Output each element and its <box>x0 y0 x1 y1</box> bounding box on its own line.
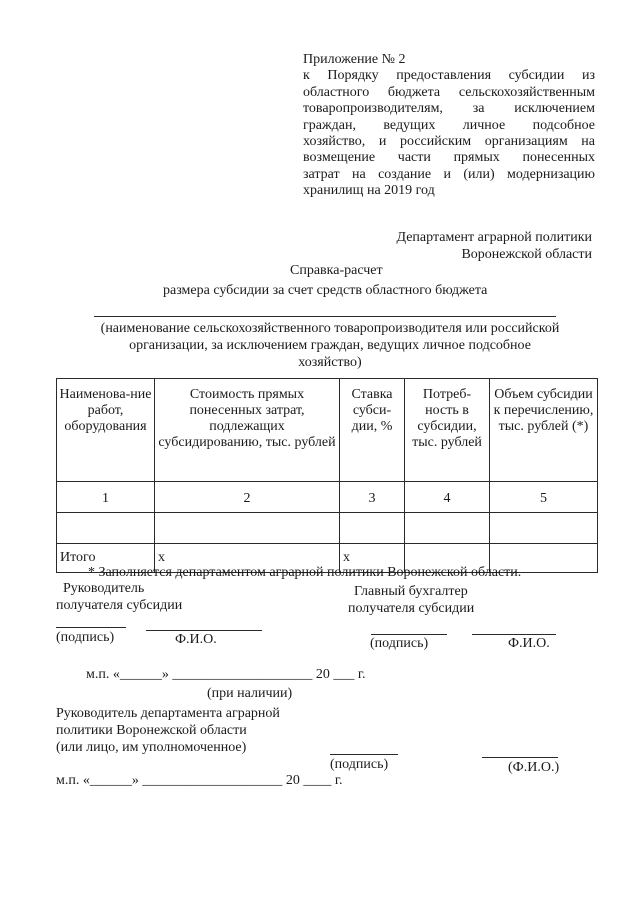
signature-caption: (подпись) <box>330 757 389 772</box>
appendix-header <box>303 52 595 200</box>
dept-head-line: Руководитель департамента аграрной <box>56 706 280 721</box>
table-cell <box>490 513 598 544</box>
appendix-line: хранилищ на 2019 год <box>303 183 435 199</box>
accountant-label: получателя субсидии <box>348 601 475 616</box>
recipient-block <box>397 229 593 263</box>
signature-line <box>371 634 447 635</box>
fio-caption: (Ф.И.О.) <box>508 760 560 775</box>
table-cell <box>340 513 405 544</box>
signature-line <box>56 627 126 628</box>
column-number: 4 <box>405 482 490 513</box>
fio-line <box>482 757 558 758</box>
head-recipient-label: получателя субсидии <box>56 598 183 613</box>
fio-line <box>146 630 262 631</box>
fio-caption: Ф.И.О. <box>175 632 217 647</box>
table-number-row <box>57 482 598 513</box>
appendix-line: товаропроизводителям, за исключением <box>303 101 595 117</box>
signature-caption: (подпись) <box>56 630 115 645</box>
dept-head-block <box>56 705 280 756</box>
fio-caption: Ф.И.О. <box>508 636 550 651</box>
total-cell: x <box>340 544 405 573</box>
name-fill-line <box>94 316 556 317</box>
table-row <box>57 513 598 544</box>
name-caption-line: организации, за исключением граждан, ведущих личное подсобное <box>129 338 531 353</box>
appendix-line: затрат на создание и (или) модернизацию <box>303 166 595 182</box>
table-cell <box>57 513 155 544</box>
header-cell: Ставка субси-дии, % <box>340 379 405 482</box>
fio-line <box>472 634 556 635</box>
header-cell: Стоимость прямых понесенных затрат, подлежащих субсидированию, тыс. рублей <box>155 379 340 482</box>
appendix-line: Приложение № 2 <box>303 52 406 67</box>
document-title: Справка-расчет <box>290 263 383 278</box>
subsidy-table <box>56 378 598 573</box>
appendix-line: граждан, ведущих личное подсобное <box>303 117 595 133</box>
accountant-label: Главный бухгалтер <box>354 584 468 599</box>
name-caption <box>60 320 600 371</box>
stamp-date-line: м.п. «______» ____________________ 20 ___ г. <box>86 667 366 682</box>
dept-head-line: политики Воронежской области <box>56 723 247 738</box>
recipient-line: Воронежской области <box>461 247 592 262</box>
recipient-line: Департамент аграрной политики <box>396 230 592 245</box>
total-label: Итого <box>57 544 155 573</box>
column-number: 2 <box>155 482 340 513</box>
footnote: * Заполняется департаментом аграрной политики Воронежской области. <box>88 565 522 580</box>
if-any-caption: (при наличии) <box>207 686 293 701</box>
signature-line <box>330 754 398 755</box>
name-caption-line: хозяйство) <box>298 355 362 370</box>
appendix-line: к Порядку предоставления субсидии из <box>303 68 595 84</box>
header-cell: Объем субсидии к перечислению, тыс. рублей (*) <box>490 379 598 482</box>
dept-head-line: (или лицо, им уполномоченное) <box>56 740 247 755</box>
appendix-line: хозяйство, и российским организациям на <box>303 134 595 150</box>
stamp-date-line: м.п. «______» ____________________ 20 ____ г. <box>56 773 343 788</box>
header-cell: Наименова-ние работ, оборудования <box>57 379 155 482</box>
column-number: 1 <box>57 482 155 513</box>
column-number: 3 <box>340 482 405 513</box>
table-cell <box>405 513 490 544</box>
column-number: 5 <box>490 482 598 513</box>
appendix-line: областного бюджета сельскохозяйственным <box>303 84 595 100</box>
table-cell <box>155 513 340 544</box>
appendix-line: возмещение части прямых понесенных <box>303 150 595 166</box>
table-header-row <box>57 379 598 482</box>
signature-caption: (подпись) <box>370 636 429 651</box>
document-subtitle: размера субсидии за счет средств областного бюджета <box>163 283 488 298</box>
header-cell: Потреб-ность в субсидии, тыс. рублей <box>405 379 490 482</box>
name-caption-line: (наименование сельскохозяйственного товаропроизводителя или российской <box>100 321 560 336</box>
total-cell: x <box>155 544 340 573</box>
head-recipient-label: Руководитель <box>63 581 145 596</box>
